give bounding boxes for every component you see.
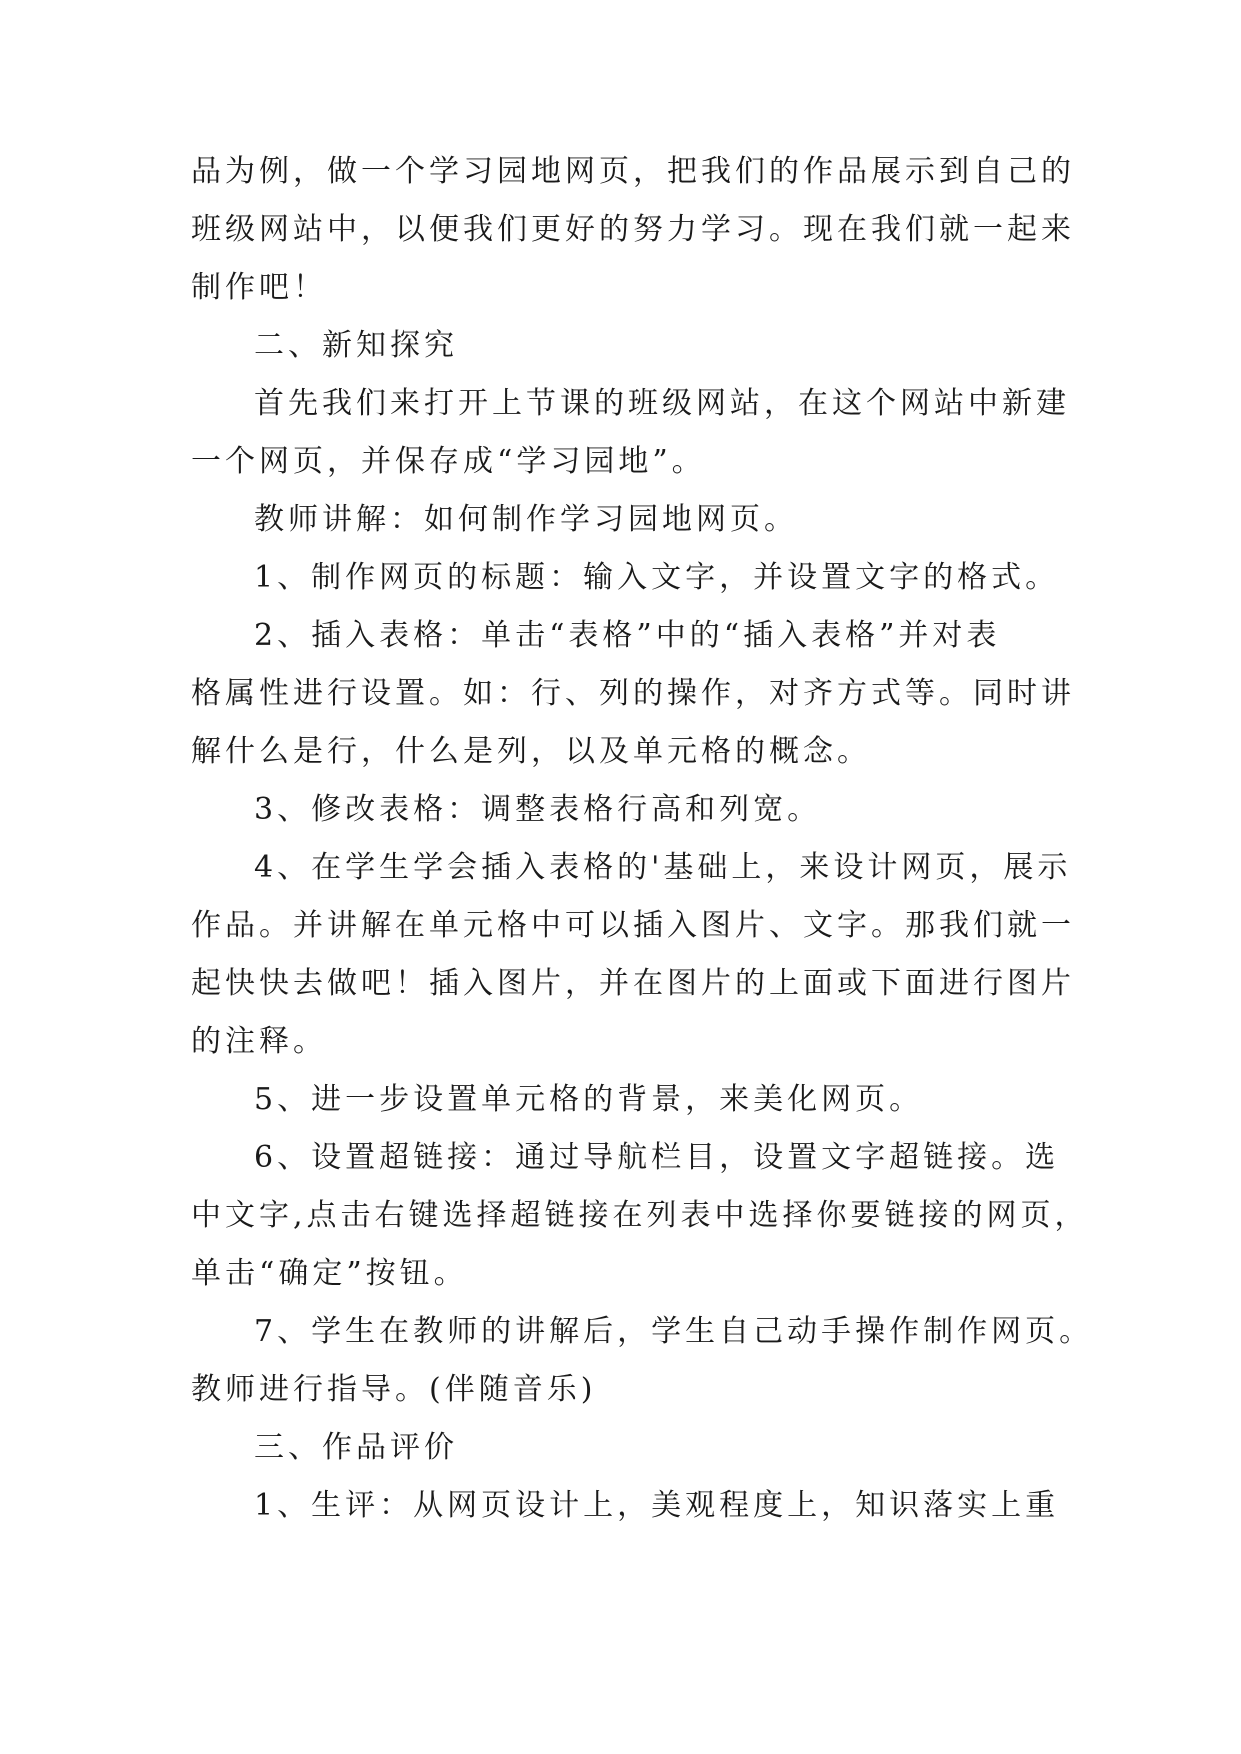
text-line: 教师讲解：如何制作学习园地网页。 bbox=[254, 502, 798, 537]
list-item: 2、插入表格：单击“表格”中的“插入表格”并对表 bbox=[254, 618, 1001, 653]
text-line: 单击“确定”按钮。 bbox=[191, 1256, 468, 1291]
text-line: 教师进行指导。(伴随音乐) bbox=[191, 1372, 597, 1407]
text-line: 作品。并讲解在单元格中可以插入图片、文字。那我们就一 bbox=[191, 908, 1075, 943]
list-item: 4、在学生学会插入表格的'基础上，来设计网页，展示 bbox=[254, 850, 1072, 885]
text-line: 格属性进行设置。如：行、列的操作，对齐方式等。同时讲 bbox=[191, 676, 1075, 711]
text-line: 起快快去做吧！插入图片，并在图片的上面或下面进行图片 bbox=[191, 966, 1075, 1001]
text-line: 首先我们来打开上节课的班级网站，在这个网站中新建 bbox=[254, 386, 1070, 421]
text-line: 中文字,点击右键选择超链接在列表中选择你要链接的网页， bbox=[191, 1198, 1089, 1233]
text-line: 制作吧！ bbox=[191, 270, 327, 305]
section-heading: 二、新知探究 bbox=[254, 328, 458, 363]
list-item: 6、设置超链接：通过导航栏目，设置文字超链接。选 bbox=[254, 1140, 1060, 1175]
text-line: 一个网页，并保存成“学习园地”。 bbox=[191, 444, 706, 479]
text-line: 的注释。 bbox=[191, 1024, 327, 1059]
text-line: 品为例，做一个学习园地网页，把我们的作品展示到自己的 bbox=[191, 154, 1075, 189]
list-item: 3、修改表格：调整表格行高和列宽。 bbox=[254, 792, 822, 827]
list-item: 7、学生在教师的讲解后，学生自己动手操作制作网页。 bbox=[254, 1314, 1094, 1349]
text-line: 班级网站中，以便我们更好的努力学习。现在我们就一起来 bbox=[191, 212, 1075, 247]
list-item: 1、生评：从网页设计上，美观程度上，知识落实上重 bbox=[254, 1488, 1060, 1523]
section-heading: 三、作品评价 bbox=[254, 1430, 458, 1465]
list-item: 5、进一步设置单元格的背景，来美化网页。 bbox=[254, 1082, 924, 1117]
list-item: 1、制作网页的标题：输入文字，并设置文字的格式。 bbox=[254, 560, 1060, 595]
text-line: 解什么是行，什么是列，以及单元格的概念。 bbox=[191, 734, 871, 769]
